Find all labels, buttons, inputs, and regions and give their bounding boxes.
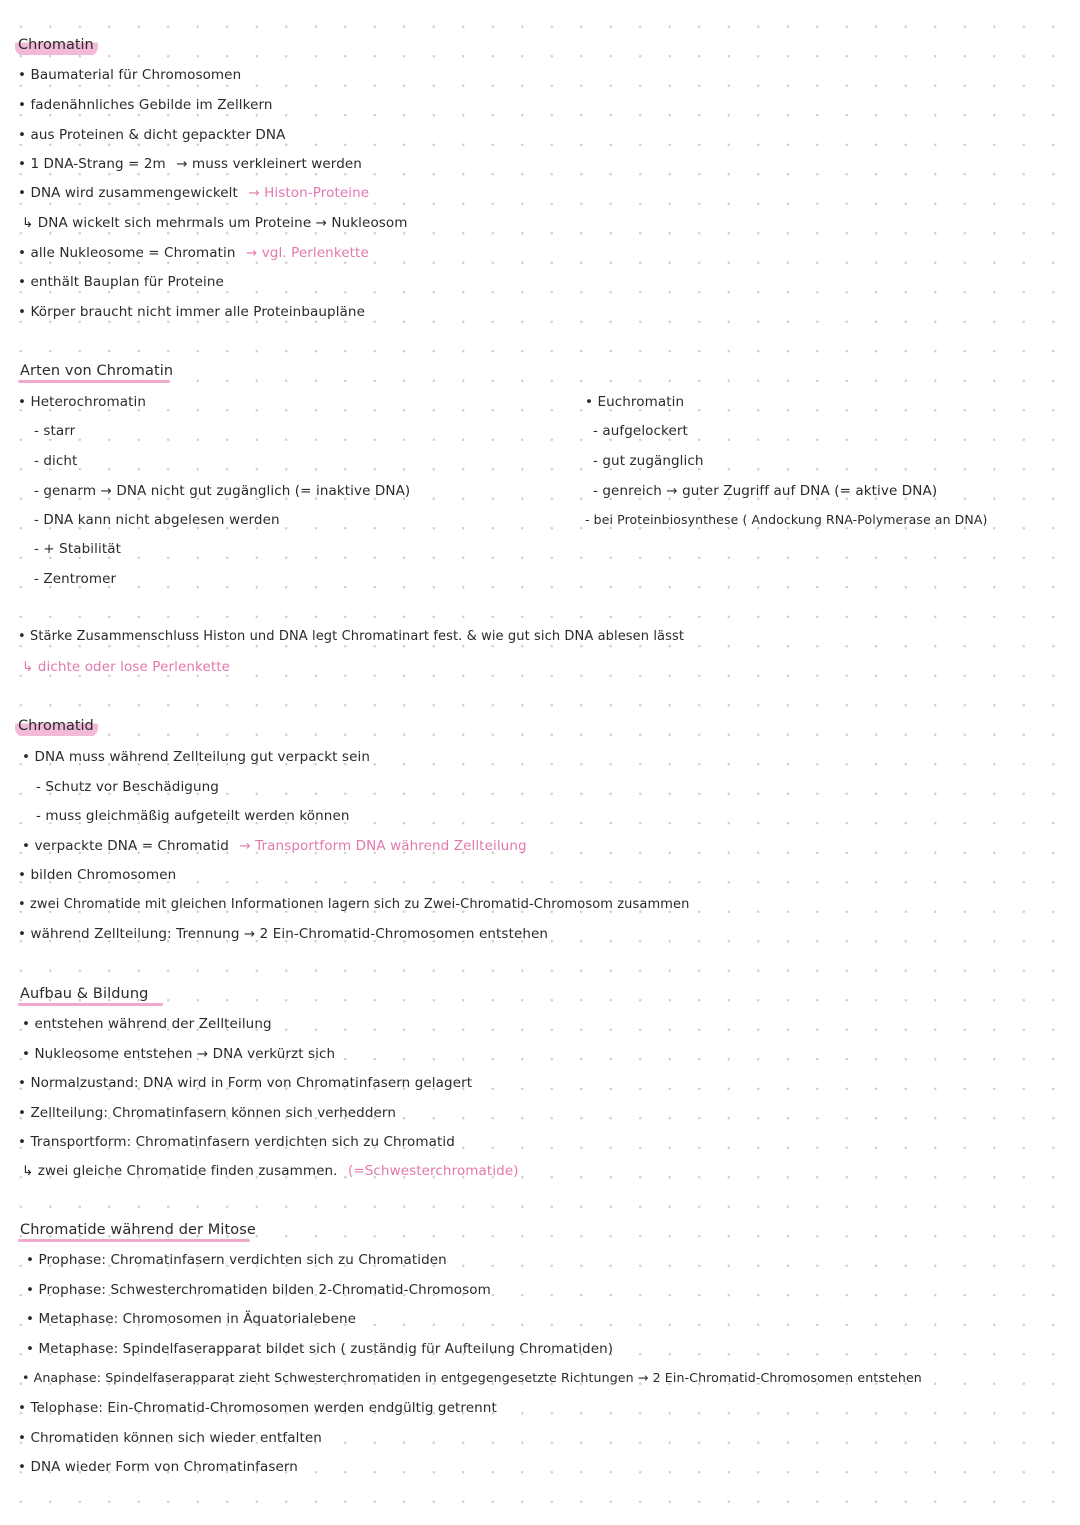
hetero-item: - Zentromer	[34, 571, 117, 587]
arten-summary-note: ↳ dichte oder lose Perlenkette	[22, 659, 231, 675]
heading-aufbau: Aufbau & Bildung	[20, 986, 149, 1002]
mitose-line: • Prophase: Schwesterchromatiden bilden 2-Chromatid-Chromosom	[26, 1282, 491, 1298]
chromatin-line	[18, 155, 362, 173]
chromatid-line: • während Zellteilung: Trennung → 2 Ein-Chromatid-Chromosomen entstehen	[18, 926, 549, 942]
heading-chromatid: Chromatid	[15, 716, 98, 737]
mitose-line: • DNA wieder Form von Chromatinfasern	[18, 1459, 298, 1475]
hetero-item: - DNA kann nicht abgelesen werden	[34, 512, 280, 528]
chromatin-perlen-note: → vgl. Perlenkette	[245, 245, 369, 261]
aufbau-line: • Normalzustand: DNA wird in Form von Chromatinfasern gelagert	[18, 1075, 473, 1091]
hetero-title: • Heterochromatin	[18, 394, 147, 410]
chromatin-line: • fadenähnliches Gebilde im Zellkern	[18, 97, 273, 113]
eu-item: - aufgelockert	[593, 423, 688, 439]
heading-mitose: Chromatide während der Mitose	[20, 1222, 256, 1238]
aufbau-line: • Nukleosome entstehen → DNA verkürzt sich	[22, 1046, 336, 1062]
chromatin-histon-note: → Histon-Proteine	[248, 185, 370, 201]
eu-item: - gut zugänglich	[593, 453, 704, 469]
chromatin-line	[18, 184, 369, 202]
heading-arten-underline	[18, 380, 170, 383]
chromatid-transport-note: → Transportform DNA während Zellteilung	[239, 838, 527, 854]
heading-aufbau-underline	[18, 1003, 163, 1006]
aufbau-line: • Zellteilung: Chromatinfasern können sich verheddern	[18, 1105, 396, 1121]
eu-item: - genreich → guter Zugriff auf DNA (= aktive DNA)	[593, 483, 938, 499]
mitose-line: • Anaphase: Spindelfaserapparat zieht Schwesterchromatiden in entgegengesetzte Richtungen → 2 Ein-Chromatid-Chromosomen entstehen	[22, 1370, 922, 1385]
chromatin-strang-text: • 1 DNA-Strang = 2m	[18, 156, 166, 172]
mitose-line: • Prophase: Chromatinfasern verdichten sich zu Chromatiden	[26, 1252, 447, 1268]
aufbau-line: • entstehen während der Zellteilung	[22, 1016, 272, 1032]
hetero-item: - dicht	[34, 453, 78, 469]
eu-item: - bei Proteinbiosynthese ( Andockung RNA-Polymerase an DNA)	[585, 512, 988, 527]
chromatid-line: • zwei Chromatide mit gleichen Informationen lagern sich zu Zwei-Chromatid-Chromosom zusammen	[18, 897, 690, 912]
aufbau-line: • Transportform: Chromatinfasern verdichten sich zu Chromatid	[18, 1134, 455, 1150]
chromatin-line: • enthält Bauplan für Proteine	[18, 274, 224, 290]
mitose-line: • Metaphase: Chromosomen in Äquatorialebene	[26, 1311, 357, 1327]
mitose-line: • Metaphase: Spindelfaserapparat bildet sich ( zuständig für Aufteilung Chromatiden)	[26, 1341, 614, 1357]
chromatid-line	[22, 837, 527, 855]
mitose-line: • Chromatiden können sich wieder entfalten	[18, 1430, 322, 1446]
chromatin-strang-note: → muss verkleinert werden	[176, 156, 362, 172]
chromatid-line: - muss gleichmäßig aufgeteilt werden können	[36, 808, 350, 824]
chromatid-verpackt-text: • verpackte DNA = Chromatid	[22, 838, 229, 854]
chromatin-line	[18, 244, 369, 262]
heading-chromatin: Chromatin	[15, 35, 98, 56]
chromatid-line: • bilden Chromosomen	[18, 867, 177, 883]
hetero-item: - + Stabilität	[34, 541, 121, 557]
chromatin-line: • Baumaterial für Chromosomen	[18, 67, 242, 83]
mitose-line: • Telophase: Ein-Chromatid-Chromosomen werden endgültig getrennt	[18, 1400, 497, 1416]
heading-arten: Arten von Chromatin	[20, 363, 174, 379]
chromatin-nukleosome-text: • alle Nukleosome = Chromatin	[18, 245, 236, 261]
hetero-item: - starr	[34, 423, 76, 439]
chromatin-line: ↳ DNA wickelt sich mehrmals um Proteine → Nukleosom	[22, 215, 408, 231]
chromatin-wickel-text: • DNA wird zusammengewickelt	[18, 185, 238, 201]
chromatin-line: • aus Proteinen & dicht gepackter DNA	[18, 127, 286, 143]
heading-mitose-underline	[18, 1239, 250, 1242]
aufbau-last-text: ↳ zwei gleiche Chromatide finden zusammen.	[22, 1163, 338, 1179]
eu-title: • Euchromatin	[585, 394, 685, 410]
arten-summary: • Stärke Zusammenschluss Histon und DNA legt Chromatinart fest. & wie gut sich DNA ablesen lässt	[18, 629, 685, 644]
hetero-item: - genarm → DNA nicht gut zugänglich (= inaktive DNA)	[34, 483, 411, 499]
chromatin-line: • Körper braucht nicht immer alle Proteinbaupläne	[18, 304, 365, 320]
chromatid-line: - Schutz vor Beschädigung	[36, 779, 219, 795]
aufbau-schwester-note: (=Schwesterchromatide)	[347, 1163, 519, 1179]
chromatid-line: • DNA muss während Zellteilung gut verpackt sein	[22, 749, 370, 765]
aufbau-line	[22, 1162, 519, 1180]
